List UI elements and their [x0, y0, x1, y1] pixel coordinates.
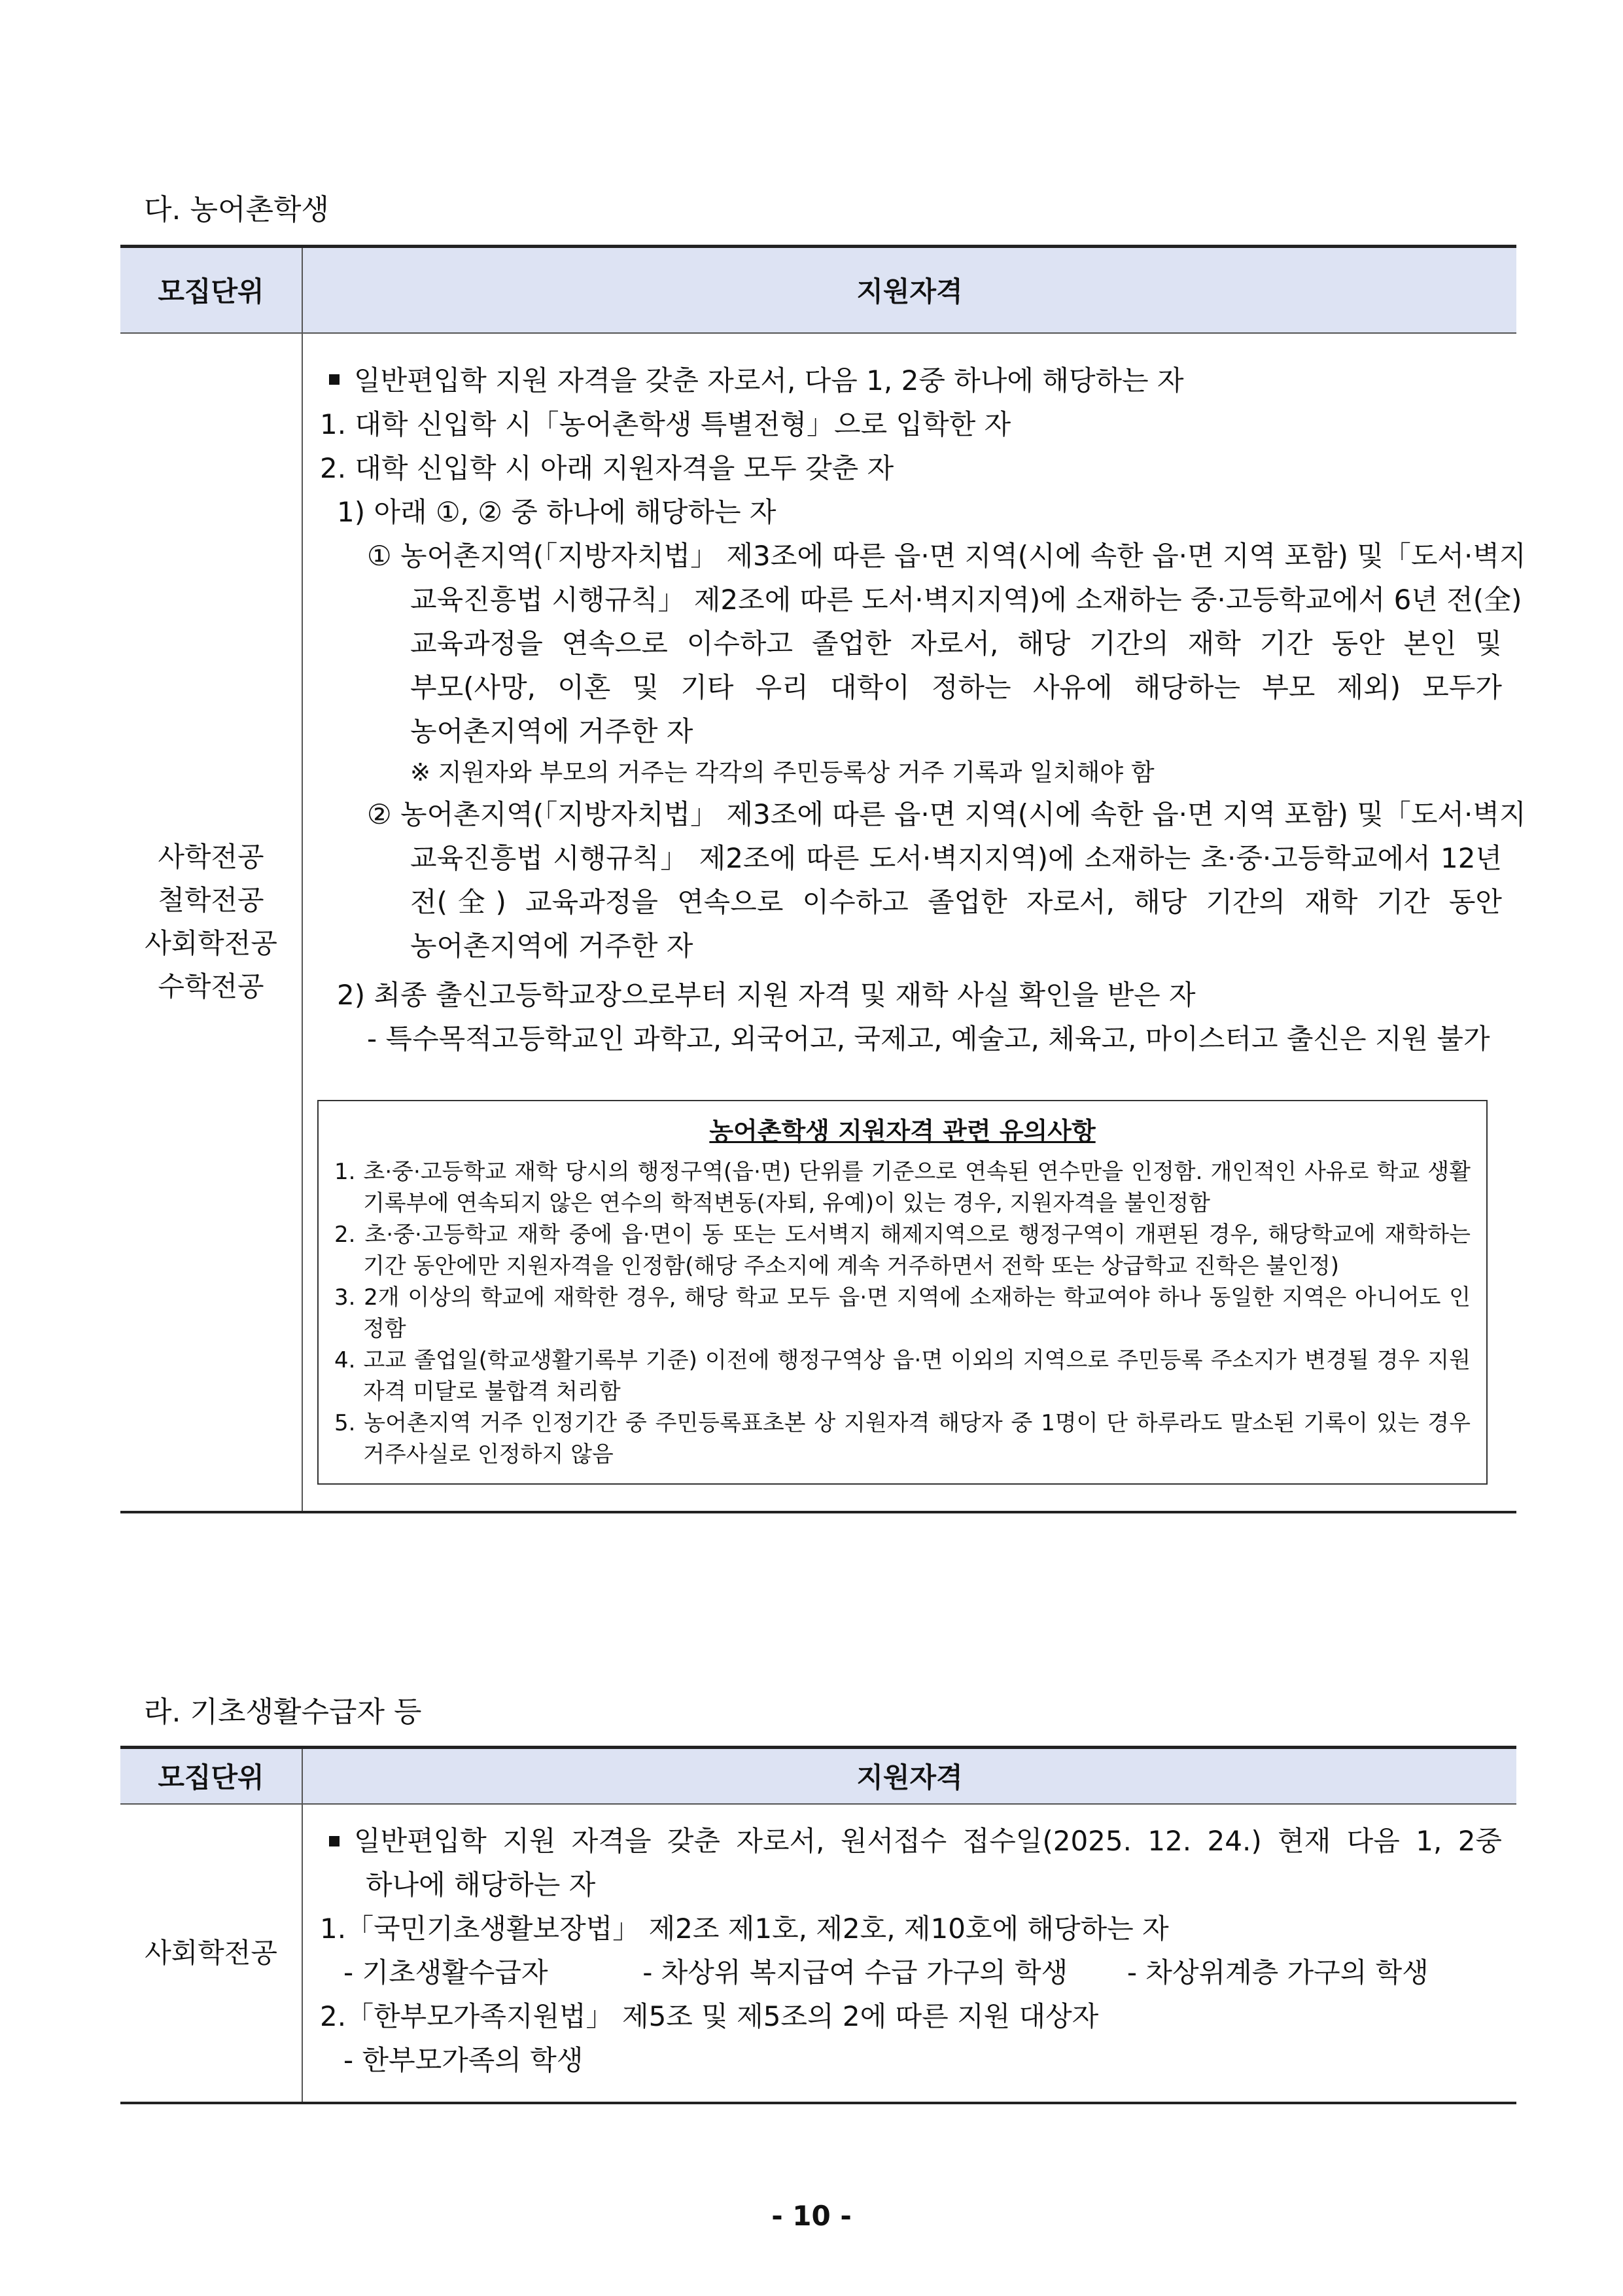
qual-line-2-2: 2) 최종 출신고등학교장으로부터 지원 자격 및 재학 사실 확인을 받은 자 [337, 978, 1196, 1011]
square-bullet-icon [329, 374, 340, 385]
qual-line-2: 2.「한부모가족지원법」 제5조 및 제5조의 2에 따른 지원 대상자 [320, 2000, 1099, 2032]
qualification-cell [302, 333, 1526, 1512]
unit-sociology: 사회학전공 [145, 1936, 277, 1969]
qual-line-1: 1.「국민기초생활보장법」 제2조 제1호, 제2호, 제10호에 해당하는 자 [320, 1912, 1169, 1945]
header-recruit-unit: 모집단위 [120, 1748, 302, 1804]
qual-line-1: 1. 대학 신입학 시「농어촌학생 특별전형」으로 입학한 자 [320, 408, 1011, 440]
notice-item-2: 2. 초·중·고등학교 재학 중에 읍·면이 동 또는 도서벽지 해제지역으로 행정구역이 개편된 경우, 해당학교에 재학하는 기간 동안에만 지원자격을 인정함(해당 주소지에 계속 거주하면서 전학 또는 상급학교 진학은 불인정) [334, 1221, 1471, 1279]
criterion-1-line-a: ① 농어촌지역(「지방자치법」 제3조에 따른 읍·면 지역(시에 속한 읍·면 지역 포함) 및「도서·벽지 [367, 539, 1526, 572]
criterion-2-line-c: 전(全) 교육과정을 연속으로 이수하고 졸업한 자로서, 해당 기간의 재학 기간 동안 [410, 885, 1502, 918]
page-number: - 10 - [771, 2200, 852, 2232]
unit-history: 사학전공 [158, 841, 264, 873]
recruit-unit-cell [120, 1804, 302, 2103]
qual-bullet-b: 하나에 해당하는 자 [366, 1868, 596, 1901]
criterion-2-line-a: ② 농어촌지역(「지방자치법」 제3조에 따른 읍·면 지역(시에 속한 읍·면 지역 포함) 및「도서·벽지 [367, 798, 1526, 830]
notice-item-5: 5. 농어촌지역 거주 인정기간 중 주민등록표초본 상 지원자격 해당자 중 1명이 단 하루라도 말소된 기록이 있는 경우 거주사실로 인정하지 않음 [334, 1409, 1471, 1468]
notice-box [317, 1100, 1488, 1485]
header-qualification: 지원자격 [302, 247, 1516, 333]
unit-philosophy: 철학전공 [158, 884, 264, 916]
table-basic-livelihood [120, 1746, 1516, 2104]
recruit-unit-cell [120, 333, 302, 1512]
table-rural-students [120, 245, 1526, 1513]
criterion-1-line-b: 교육진흥법 시행규칙」 제2조에 따른 도서·벽지지역)에 소재하는 중·고등학교에서 6년 전(全) [410, 583, 1522, 616]
unit-sociology: 사회학전공 [145, 927, 277, 959]
header-qualification: 지원자격 [302, 1748, 1516, 1804]
section-title-ra: 라. 기초생활수급자 등 [144, 1695, 422, 1729]
qual-bullet: 일반편입학 지원 자격을 갖춘 자로서, 다음 1, 2중 하나에 해당하는 자 [354, 364, 1184, 397]
qual-line-2-dash: - 한부모가족의 학생 [343, 2043, 584, 2076]
section-title-da: 다. 농어촌학생 [144, 193, 329, 226]
criterion-1-line-e: 농어촌지역에 거주한 자 [410, 715, 693, 747]
criterion-2-line-b: 교육진흥법 시행규칙」 제2조에 따른 도서·벽지지역)에 소재하는 초·중·고등학교에서 12년 [410, 841, 1502, 874]
header-recruit-unit: 모집단위 [120, 247, 302, 333]
qual-line-2-2-dash: - 특수목적고등학교인 과학고, 외국어고, 국제고, 예술고, 체육고, 마이스터고 출신은 지원 불가 [367, 1022, 1490, 1055]
criterion-1-line-c: 교육과정을 연속으로 이수하고 졸업한 자로서, 해당 기간의 재학 기간 동안 본인 및 [410, 627, 1502, 660]
qualification-cell [302, 1804, 1516, 2103]
notice-item-3: 3. 2개 이상의 학교에 재학한 경우, 해당 학교 모두 읍·면 지역에 소재하는 학교여야 하나 동일한 지역은 아니어도 인정함 [334, 1284, 1471, 1342]
notice-item-1: 1. 초·중·고등학교 재학 당시의 행정구역(읍·면) 단위를 기준으로 연속된 연수만을 인정함. 개인적인 사유로 학교 생활기록부에 연속되지 않은 연수의 학적변동(자퇴, 유예)이 있는 경우, 지원자격을 불인정함 [334, 1158, 1471, 1216]
criterion-1-line-d: 부모(사망, 이혼 및 기타 우리 대학이 정하는 사유에 해당하는 부모 제외) 모두가 [410, 671, 1502, 703]
unit-mathematics: 수학전공 [158, 970, 264, 1002]
criterion-1-note: ※ 지원자와 부모의 거주는 각각의 주민등록상 거주 기록과 일치해야 함 [410, 758, 1155, 786]
criterion-2-line-d: 농어촌지역에 거주한 자 [410, 929, 693, 962]
qual-line-2: 2. 대학 신입학 시 아래 지원자격을 모두 갖춘 자 [320, 451, 894, 484]
qual-line-1-item-1: - 기초생활수급자 [343, 1956, 548, 1988]
qual-line-2-1: 1) 아래 ①, ② 중 하나에 해당하는 자 [337, 495, 777, 528]
qual-line-1-item-2: - 차상위 복지급여 수급 가구의 학생 [642, 1956, 1068, 1988]
qual-line-1-item-3: - 차상위계층 가구의 학생 [1126, 1956, 1429, 1988]
square-bullet-icon [329, 1836, 340, 1846]
notice-item-4: 4. 고교 졸업일(학교생활기록부 기준) 이전에 행정구역상 읍·면 이외의 지역으로 주민등록 주소지가 변경될 경우 지원자격 미달로 불합격 처리함 [334, 1347, 1471, 1405]
notice-title: 농어촌학생 지원자격 관련 유의사항 [709, 1116, 1096, 1146]
qual-bullet-a: 일반편입학 지원 자격을 갖춘 자로서, 원서접수 접수일(2025. 12. 24.) 현재 다음 1, 2중 [354, 1824, 1502, 1857]
